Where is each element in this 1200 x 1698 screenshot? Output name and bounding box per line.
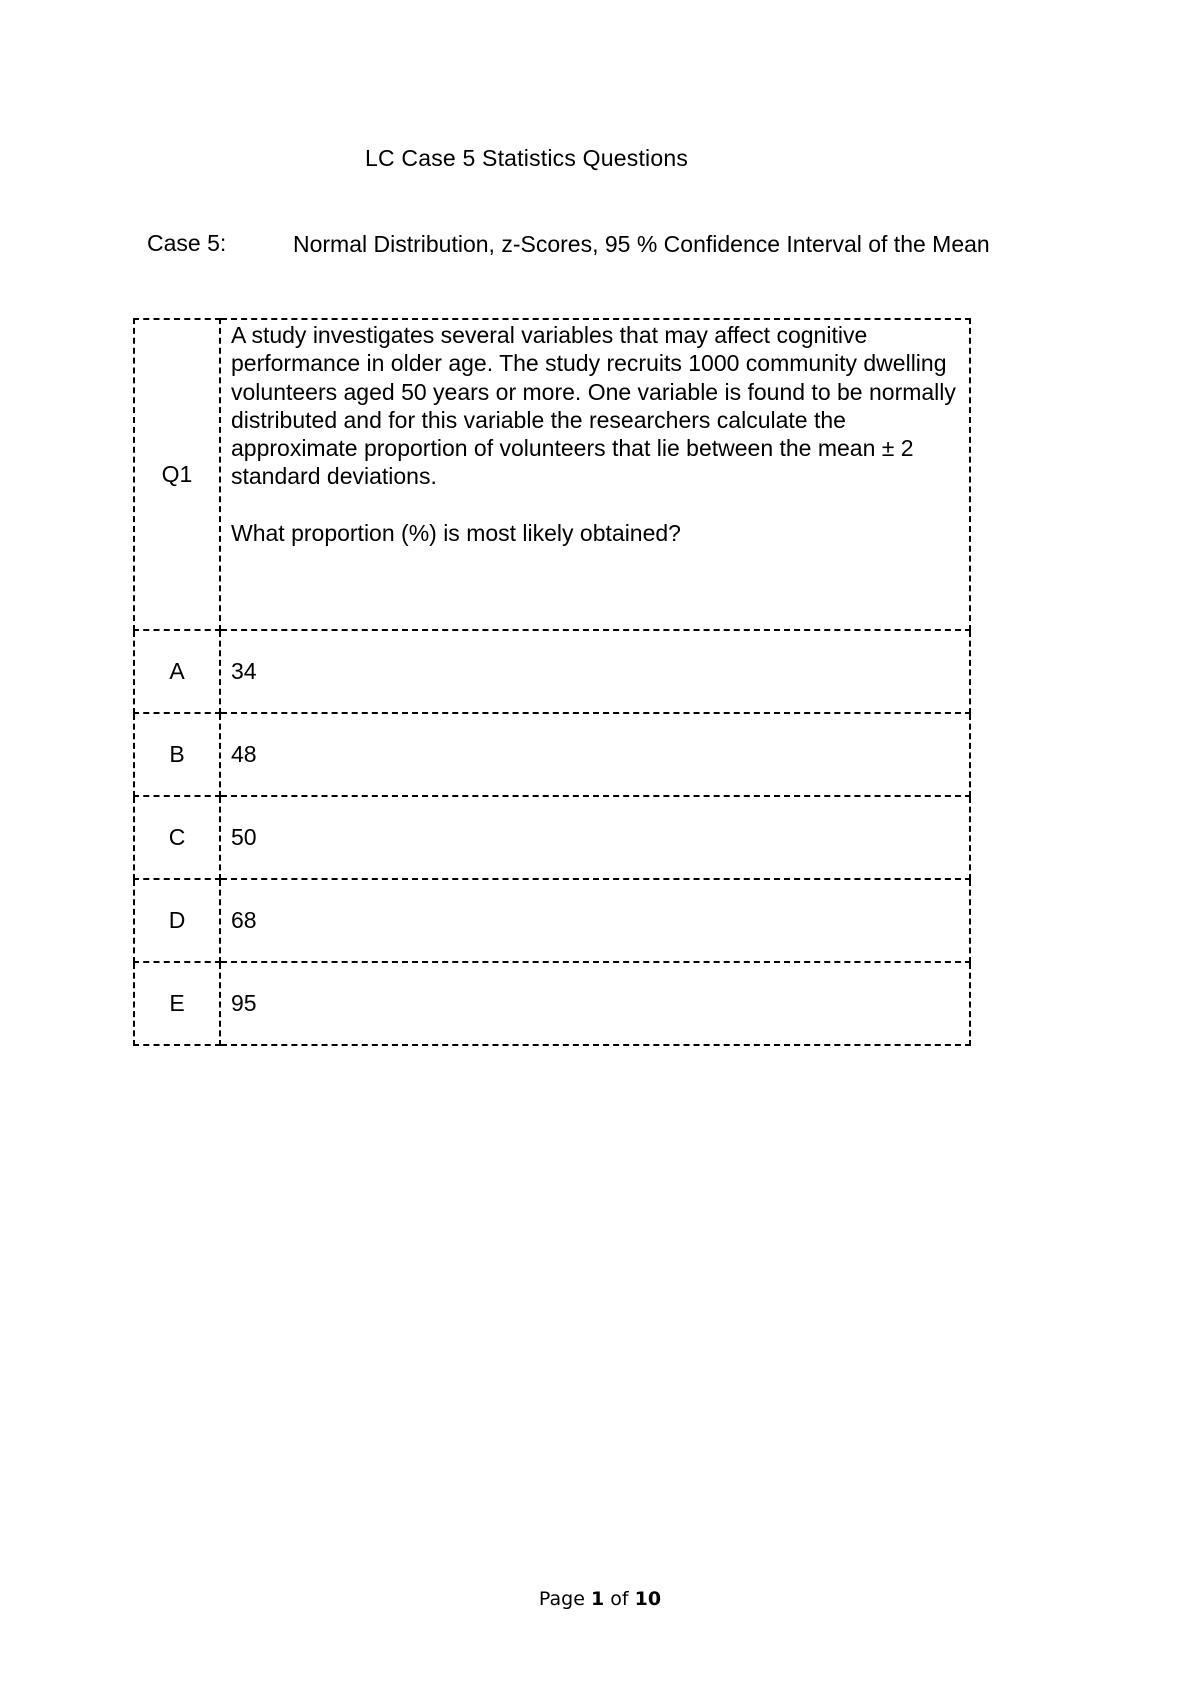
option-value: 68 — [220, 879, 970, 962]
case-label: Case 5: — [147, 230, 227, 256]
option-value: 50 — [220, 796, 970, 879]
option-letter: A — [134, 630, 220, 713]
option-value: 34 — [220, 630, 970, 713]
question-cell — [220, 319, 970, 630]
option-letter: D — [134, 879, 220, 962]
option-letter: C — [134, 796, 220, 879]
option-letter: B — [134, 713, 220, 796]
option-row-b[interactable] — [134, 713, 970, 796]
page-footer — [0, 1588, 1200, 1610]
question-row — [134, 319, 970, 630]
option-row-a[interactable] — [134, 630, 970, 713]
document-title: LC Case 5 Statistics Questions — [365, 145, 689, 171]
option-row-e[interactable] — [134, 962, 970, 1045]
option-row-c[interactable] — [134, 796, 970, 879]
question-stem: A study investigates several variables that may affect cognitive performance in older age. The study recruits 1000 community dwelling volunteers aged 50 years or more. One variable is found to be normally distributed and for this variable the researchers calculate the approximate proportion of volunteers that lie between the mean ± 2 standard deviations. — [231, 322, 956, 490]
total-page-count: 10 — [634, 1588, 662, 1610]
case-topic: Normal Distribution, z-Scores, 95 % Confidence Interval of the Mean — [293, 231, 990, 257]
current-page-number: 1 — [590, 1588, 605, 1610]
option-value: 95 — [220, 962, 970, 1045]
option-letter: E — [134, 962, 220, 1045]
option-value: 48 — [220, 713, 970, 796]
question-prompt: What proportion (%) is most likely obtained? — [231, 519, 681, 546]
option-row-d[interactable] — [134, 879, 970, 962]
of-word: of — [610, 1588, 629, 1610]
question-table — [133, 318, 971, 1046]
question-number: Q1 — [134, 319, 220, 630]
page-word: Page — [538, 1588, 585, 1610]
